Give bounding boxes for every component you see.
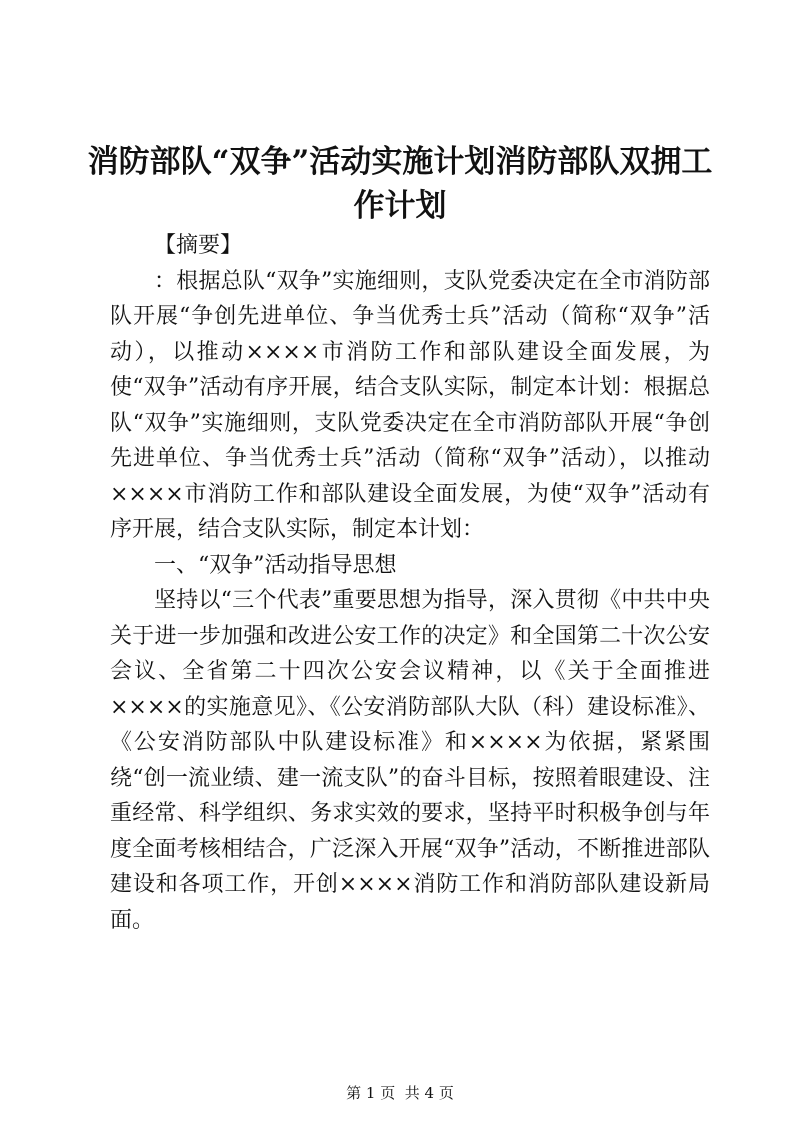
abstract-paragraph: ：根据总队“双争”实施细则，支队党委决定在全市消防部队开展“争创先进单位、争当优秀士兵”活动（简称“双争”活动），以推动××××市消防工作和部队建设全面发展，为使“双争”活动有序开展，结合支队实际，制定本计划：根据总队“双争”实施细则，支队党委决定在全市消防部队开展“争创先进单位、争当优秀士兵”活动（简称“双争”活动），以推动××××市消防工作和部队建设全面发展，为使“双争”活动有序开展，结合支队实际，制定本计划： (110, 268, 710, 542)
abstract-heading: 【摘要】 (154, 233, 243, 258)
page-number: 第 1 页 共 4 页 (346, 1084, 454, 1102)
guiding-ideology-paragraph: 坚持以“三个代表”重要思想为指导，深入贯彻《中共中央关于进一步加强和改进公安工作的决定》和全国第二十次公安会议、全省第二十四次公安会议精神，以《关于全面推进××××的实施意见》、《公安消防部队大队（科）建设标准》、《公安消防部队中队建设标准》和××××为依据，紧紧围绕“创一流业绩、建一流支队”的奋斗目标，按照着眼建设、注重经常、科学组织、务求实效的要求，坚持平时积极争创与年度全面考核相结合，广泛深入开展“双争”活动，不断推进部队建设和各项工作，开创××××消防工作和消防部队建设新局面。 (110, 588, 710, 933)
section-heading-guiding-ideology: 一、“双争”活动指导思想 (154, 552, 397, 578)
document-title: 消防部队“双争”活动实施计划消防部队双拥工作计划 (87, 144, 713, 224)
page-footer (0, 1083, 800, 1103)
document-body (110, 228, 710, 938)
